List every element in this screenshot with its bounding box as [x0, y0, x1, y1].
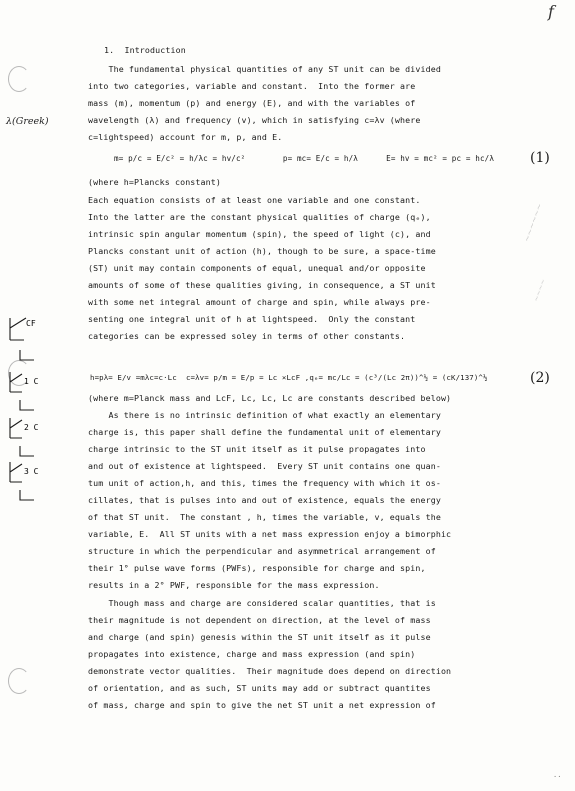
- text-line: results in a 2° PWF, responsible for the mass expression.: [88, 580, 380, 590]
- text-line: As there is no intrinsic definition of what exactly an elementary: [88, 410, 441, 420]
- equation-1: m= p/c = E/c² = h/λc = hv/c² p= mc= E/c = h/λ E= hv = mc² = pc = hc/λ: [114, 154, 495, 163]
- equation-number-1: (1): [530, 150, 550, 166]
- text-line: of orientation, and as such, ST units may add or subtract quantites: [88, 683, 431, 693]
- text-line: into two categories, variable and constant. Into the former are: [88, 81, 416, 91]
- equation-number-2: (2): [530, 370, 550, 386]
- margin-symbol-cf-label: CF: [26, 319, 36, 328]
- text-line: (where h=Plancks constant): [88, 177, 221, 187]
- text-line: with some net integral amount of charge and spin, while always pre-: [88, 297, 431, 307]
- text-line: wavelength (λ) and frequency (v), which in satisfying c=λv (where: [88, 115, 421, 125]
- margin-note-lambda: λ(Greek): [6, 116, 49, 127]
- text-line: Into the latter are the constant physical qualities of charge (qₑ),: [88, 212, 431, 222]
- text-line: senting one integral unit of h at lightspeed. Only the constant: [88, 314, 416, 324]
- text-line: Each equation consists of at least one variable and one constant.: [88, 195, 421, 205]
- text-line: propagates into existence, charge and mass expression (and spin): [88, 649, 416, 659]
- margin-symbol-c2-label: 2 C: [24, 423, 39, 432]
- text-line: their magnitude is not dependent on direction, at the level of mass: [88, 615, 431, 625]
- text-line: (where m=Planck mass and LcF, Lc, Lc, Lc are constants described below): [88, 393, 452, 403]
- text-line: charge intrinsic to the ST unit itself as it pulse propagates into: [88, 444, 426, 454]
- faint-pencil-note-2: ~~~~: [532, 277, 548, 303]
- text-line: of mass, charge and spin to give the net ST unit a net expression of: [88, 700, 436, 710]
- text-line: (ST) unit may contain components of equal, unequal and/or opposite: [88, 263, 426, 273]
- section-heading: 1. Introduction: [104, 45, 186, 55]
- text-line: cillates, that is pulses into and out of existence, equals the energy: [88, 495, 441, 505]
- corner-mark: f: [548, 2, 554, 21]
- text-line: categories can be expressed soley in terms of other constants.: [88, 331, 406, 341]
- page-speck: ··: [553, 773, 562, 781]
- text-line: of that ST unit. The constant , h, times the variable, v, equals the: [88, 512, 441, 522]
- text-line: The fundamental physical quantities of any ST unit can be divided: [88, 64, 441, 74]
- text-line: intrinsic spin angular momentum (spin), the speed of light (c), and: [88, 229, 431, 239]
- text-line: their 1° pulse wave forms (PWFs), responsible for charge and spin,: [88, 563, 426, 573]
- text-line: c=lightspeed) account for m, p, and E.: [88, 132, 283, 142]
- equation-2: h=pλ= E/v =mλc=c·Lc c=λv= p/m = E/p = Lc ×LcF ,qₑ= mc/Lc = (c³/(Lc 2π))^½ = (cK/137)^½: [90, 373, 488, 382]
- margin-symbol-c3-label: 3 C: [24, 467, 39, 476]
- text-line: amounts of some of these qualities giving, in consequence, a ST unit: [88, 280, 436, 290]
- margin-symbol-c1-label: 1 C: [24, 377, 39, 386]
- text-line: structure in which the perpendicular and asymmetrical arrangement of: [88, 546, 436, 556]
- text-line: Plancks constant unit of action (h), though to be sure, a space-time: [88, 246, 436, 256]
- text-line: and out of existence at lightspeed. Every ST unit contains one quan-: [88, 461, 441, 471]
- faint-pencil-note: ~~~~~~: [522, 202, 545, 244]
- text-line: mass (m), momentum (p) and energy (E), and with the variables of: [88, 98, 416, 108]
- text-line: demonstrate vector qualities. Their magnitude does depend on direction: [88, 666, 452, 676]
- text-line: charge is, this paper shall define the fundamental unit of elementary: [88, 427, 441, 437]
- text-line: tum unit of action,h, and this, times the frequency with which it os-: [88, 478, 441, 488]
- text-line: and charge (and spin) genesis within the ST unit itself as it pulse: [88, 632, 431, 642]
- text-line: variable, E. All ST units with a net mass expression enjoy a bimorphic: [88, 529, 452, 539]
- text-line: Though mass and charge are considered scalar quantities, that is: [88, 598, 436, 608]
